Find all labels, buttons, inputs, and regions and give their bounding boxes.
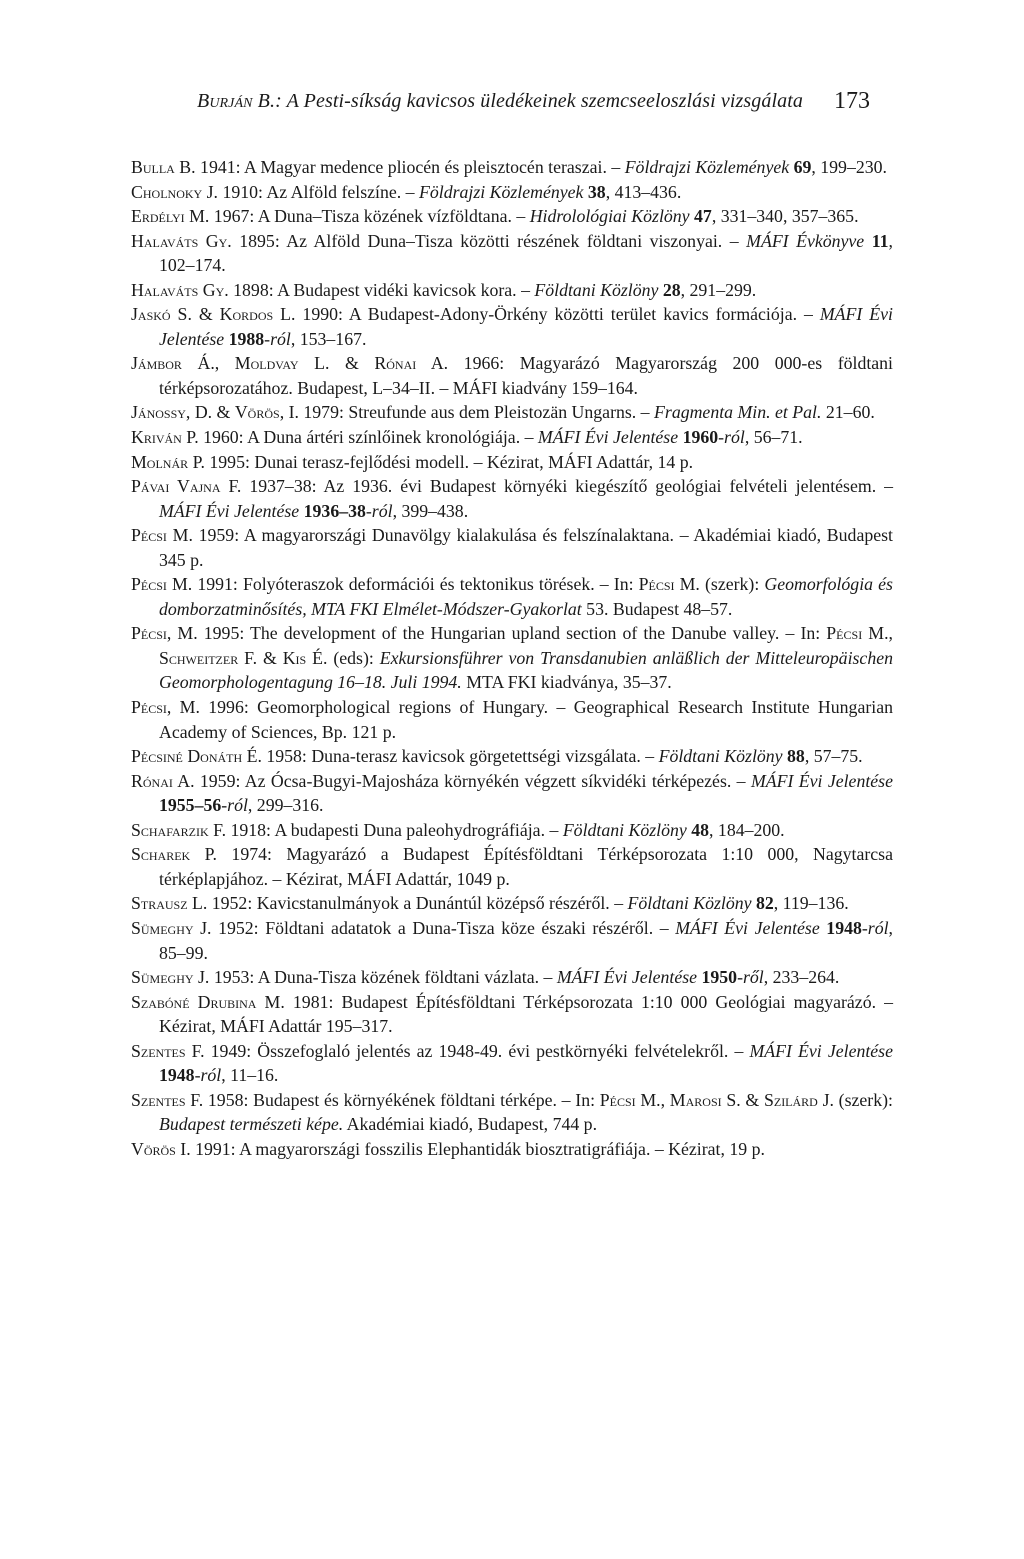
- reference-text: 1950: [697, 967, 738, 988]
- reference-text: (szerk):: [833, 1089, 893, 1110]
- reference-text: ,: [888, 623, 893, 644]
- reference-text: 1966: Magyarázó Magyarország 200 000-es földtani térképsorozatához. Budapest, L–34–II. – MÁFI kiadvány 159–164.: [159, 353, 893, 398]
- reference-text: MÁFI Évi Jelentése: [750, 770, 893, 791]
- reference-author: Pécsiné Donáth É.: [131, 746, 262, 767]
- reference-author: Rónai A.: [131, 770, 195, 791]
- reference-text: 1981: Budapest Építésföldtani Térképsorozata 1:10 000 Geológiai magyarázó. – Kézirat, MÁFI Adattár 195–317.: [159, 991, 894, 1037]
- reference-text: Budapest természeti képe.: [159, 1114, 344, 1135]
- reference-text: 1958: Budapest és környékének földtani térképe. – In:: [203, 1089, 600, 1110]
- reference-text: 1988: [224, 328, 265, 349]
- reference-text: , 184–200.: [709, 819, 785, 840]
- reference-author: Jánossy, D.: [131, 402, 213, 423]
- reference-text: MTA FKI kiadványa, 35–37.: [461, 672, 672, 693]
- reference-author: Pécsi M.: [599, 1089, 661, 1110]
- reference-entry: [131, 1137, 893, 1162]
- reference-entry: [131, 769, 893, 818]
- reference-text: 1991: A magyarországi fosszilis Elephantidák biosztratigráfiája. – Kézirat, 19 p.: [190, 1138, 765, 1159]
- reference-text: ,: [214, 353, 235, 374]
- reference-text: -ról: [264, 328, 291, 349]
- reference-text: 1990: A Budapest-Adony-Örkény közötti terület kavics formációja. –: [295, 304, 820, 325]
- reference-author: Schafarzik F.: [131, 819, 227, 840]
- reference-text: MÁFI Évi Jelentése: [159, 304, 893, 349]
- reference-text: Földtani Közlöny: [627, 893, 752, 914]
- reference-author: Strausz L.: [131, 893, 208, 914]
- reference-entry: [131, 842, 893, 891]
- reference-author: Pécsi, M.: [131, 623, 198, 644]
- reference-author: Sümeghy J.: [131, 967, 210, 988]
- reference-text: MÁFI Évi Jelentése: [159, 500, 300, 521]
- reference-author: Molnár P.: [131, 451, 205, 472]
- reference-text: , 199–230.: [811, 157, 887, 177]
- reference-entry: [131, 155, 893, 180]
- reference-text: ,: [660, 1089, 670, 1110]
- reference-text: 1941: A Magyar medence pliocén és pleisztocén teraszai. –: [195, 157, 625, 177]
- reference-text: 21–60.: [821, 402, 875, 423]
- reference-text: 47: [689, 206, 712, 227]
- reference-text: 11: [864, 230, 889, 251]
- reference-text: 1936–38: [299, 500, 366, 521]
- reference-text: &: [212, 402, 235, 423]
- reference-text: &: [257, 647, 283, 668]
- reference-text: 69: [789, 157, 812, 177]
- reference-entry: [131, 916, 893, 965]
- reference-author: Szabóné Drubina M.: [131, 991, 285, 1012]
- reference-text: 28: [658, 279, 681, 300]
- reference-text: 1959: A magyarországi Dunavölgy kialakulása és felszínalaktana. – Akadémiai kiadó, Budapest 345 p.: [159, 525, 893, 570]
- reference-text: 1974: Magyarázó a Budapest Építésföldtani Térképsorozata 1:10 000, Nagytarcsa térképlapjához. – Kézirat, MÁFI Adattár, 1049 p.: [159, 844, 893, 889]
- reference-text: , 11–16.: [221, 1065, 279, 1086]
- reference-text: , 85–99.: [159, 917, 893, 963]
- reference-text: 1995: Dunai terasz-fejlődési modell. – Kézirat, MÁFI Adattár, 14 p.: [204, 451, 694, 472]
- reference-text: -ról: [221, 795, 248, 816]
- reference-text: , 102–174.: [159, 230, 893, 276]
- reference-text: 1948: [159, 1065, 195, 1086]
- reference-author: Moldvay L.: [234, 353, 330, 374]
- reference-author: Bulla B.: [131, 157, 196, 177]
- reference-author: Halaváts Gy.: [131, 230, 232, 251]
- reference-author: Cholnoky J.: [131, 181, 218, 202]
- reference-author: Szentes F.: [131, 1089, 204, 1110]
- reference-author: Erdélyi M.: [131, 206, 210, 227]
- reference-text: MÁFI Évi Jelentése: [675, 917, 820, 938]
- reference-entry: [131, 621, 893, 695]
- running-head: [197, 90, 803, 113]
- reference-text: Földtani Közlöny: [562, 819, 687, 840]
- reference-entry: [131, 302, 893, 351]
- reference-author: Szilárd J.: [763, 1089, 834, 1110]
- reference-author: Kriván P.: [131, 427, 199, 448]
- reference-text: MÁFI Évi Jelentése: [556, 967, 698, 988]
- reference-text: 1959: Az Ócsa-Bugyi-Majosháza környékén végzett síkvidéki térképezés. –: [194, 770, 751, 791]
- reference-text: 1995: The development of the Hungarian upland section of the Danube valley. – In:: [197, 623, 827, 644]
- reference-author: Kis É.: [282, 647, 328, 668]
- reference-entry: [131, 818, 893, 843]
- reference-entry: [131, 965, 893, 990]
- running-head-title: A Pesti-síkság kavicsos üledékeinek szemcseeloszlási vizsgálata: [286, 90, 803, 112]
- reference-text: -ról: [718, 427, 745, 448]
- reference-entry: [131, 229, 893, 278]
- reference-text: 1960: A Duna ártéri színlőinek kronológiája. –: [198, 427, 538, 448]
- reference-entry: [131, 351, 893, 400]
- reference-text: 88: [782, 746, 805, 767]
- reference-author: Kordos L.: [219, 304, 296, 325]
- reference-text: &: [329, 353, 375, 374]
- reference-text: 1952: Földtani adatatok a Duna-Tisza köze északi részéről. –: [211, 917, 676, 938]
- reference-text: 1937–38: Az 1936. évi Budapest környéki kiegészítő geológiai felvételi jelentésem. –: [241, 476, 894, 497]
- reference-text: 1910: Az Alföld felszíne. –: [218, 181, 419, 202]
- reference-text: MÁFI Évkönyve: [746, 230, 865, 251]
- reference-text: , 57–75.: [804, 746, 863, 767]
- reference-text: Geomorfológia és domborzatminősítés, MTA FKI Elmélet-Módszer-Gyakorlat: [159, 574, 893, 619]
- reference-text: 1949: Összefoglaló jelentés az 1948-49. évi pestkörnyéki felvételekről. –: [204, 1040, 750, 1061]
- reference-text: Hidrolológiai Közlöny: [529, 206, 690, 227]
- reference-list: [131, 155, 893, 1161]
- reference-author: Jaskó S.: [131, 304, 192, 325]
- reference-text: Földtani Közlöny: [534, 279, 659, 300]
- reference-text: 1895: Az Alföld Duna–Tisza közötti részének földtani viszonyai. –: [231, 230, 747, 251]
- reference-entry: [131, 990, 893, 1039]
- reference-text: Földrajzi Közlemények: [624, 157, 790, 177]
- reference-text: -ről: [737, 967, 764, 988]
- reference-text: , 331–340, 357–365.: [711, 206, 859, 227]
- reference-text: , 299–316.: [247, 795, 324, 816]
- reference-text: , 119–136.: [773, 893, 849, 914]
- reference-author: Rónai A.: [374, 353, 449, 374]
- reference-text: 48: [686, 819, 710, 840]
- reference-text: 1953: A Duna-Tisza közének földtani vázlata. –: [209, 967, 557, 988]
- reference-text: 1996: Geomorphological regions of Hungary. – Geographical Research Institute Hungarian Academy of Sciences, Bp. 121 p.: [159, 697, 893, 742]
- reference-text: (eds):: [327, 647, 380, 668]
- reference-text: 1979: Streufunde aus dem Pleistozän Ungarns. –: [298, 402, 655, 423]
- reference-text: -ról: [194, 1065, 222, 1086]
- reference-author: Jámbor Á.: [131, 353, 215, 374]
- reference-text: 1948: [819, 917, 862, 938]
- reference-text: Akadémiai kiadó, Budapest, 744 p.: [343, 1114, 598, 1135]
- reference-author: Scharek P.: [131, 844, 218, 865]
- page-number: 173: [834, 88, 870, 114]
- reference-text: -ról: [861, 917, 889, 938]
- reference-entry: [131, 278, 893, 303]
- reference-author: Halaváts Gy.: [131, 279, 229, 300]
- reference-author: Sümeghy J.: [131, 917, 212, 938]
- reference-text: , 233–264.: [763, 967, 840, 988]
- reference-text: 82: [751, 893, 774, 914]
- reference-entry: [131, 695, 893, 744]
- reference-text: , 291–299.: [680, 279, 757, 300]
- reference-text: , 56–71.: [744, 427, 803, 448]
- reference-entry: [131, 572, 893, 621]
- reference-text: , 399–438.: [392, 500, 469, 521]
- reference-text: 1960: [678, 427, 719, 448]
- reference-text: 38: [583, 181, 606, 202]
- reference-author: Pécsi M.: [638, 574, 700, 595]
- reference-author: Vörös I.: [131, 1138, 191, 1159]
- reference-text: -ról: [365, 500, 393, 521]
- reference-text: Exkursionsführer von Transdanubien anläßlich der Mitteleuropäischen Geomorphologentagung 16–18. Juli 1994.: [159, 647, 893, 693]
- reference-author: Pávai Vajna F.: [131, 476, 242, 497]
- reference-entry: [131, 1039, 893, 1088]
- reference-author: Pécsi, M.: [131, 697, 200, 718]
- reference-entry: [131, 450, 893, 475]
- reference-author: Pécsi M.: [826, 623, 889, 644]
- reference-author: Schweitzer F.: [159, 647, 258, 668]
- reference-entry: [131, 400, 893, 425]
- reference-text: MÁFI Évi Jelentése: [749, 1040, 893, 1061]
- reference-text: &: [740, 1089, 764, 1110]
- reference-text: 1991: Folyóteraszok deformációi és tektonikus törések. – In:: [192, 574, 639, 595]
- reference-text: 1955–56: [159, 795, 222, 816]
- reference-entry: [131, 891, 893, 916]
- reference-author: Szentes F.: [131, 1040, 205, 1061]
- reference-text: 1918: A budapesti Duna paleohydrográfiája. –: [226, 819, 563, 840]
- reference-text: 1952: Kavicstanulmányok a Dunántúl középső részéről. –: [207, 893, 628, 914]
- reference-text: MÁFI Évi Jelentése: [537, 427, 679, 448]
- reference-text: 53. Budapest 48–57.: [581, 598, 733, 619]
- reference-text: Földtani Közlöny: [658, 746, 783, 767]
- reference-entry: [131, 474, 893, 523]
- reference-text: Fragmenta Min. et Pal.: [654, 402, 822, 423]
- reference-text: (szerk):: [699, 574, 765, 595]
- reference-text: &: [191, 304, 220, 325]
- reference-entry: [131, 1088, 893, 1137]
- reference-author: Marosi S.: [669, 1089, 741, 1110]
- reference-text: , 413–436.: [605, 181, 682, 202]
- reference-text: Földrajzi Közlemények: [419, 181, 584, 202]
- reference-entry: [131, 425, 893, 450]
- reference-author: Vörös, I.: [234, 402, 299, 423]
- reference-text: , 153–167.: [290, 328, 367, 349]
- reference-entry: [131, 204, 893, 229]
- reference-entry: [131, 180, 893, 205]
- reference-entry: [131, 744, 893, 769]
- reference-text: 1967: A Duna–Tisza közének vízföldtana. –: [209, 206, 530, 227]
- reference-text: 1898: A Budapest vidéki kavicsok kora. –: [228, 279, 535, 300]
- reference-text: 1958: Duna-terasz kavicsok görgetettségi vizsgálata. –: [261, 746, 659, 767]
- reference-author: Pécsi M.: [131, 525, 193, 546]
- running-head-author: Burján B.:: [197, 90, 282, 112]
- reference-entry: [131, 523, 893, 572]
- reference-author: Pécsi M.: [131, 574, 193, 595]
